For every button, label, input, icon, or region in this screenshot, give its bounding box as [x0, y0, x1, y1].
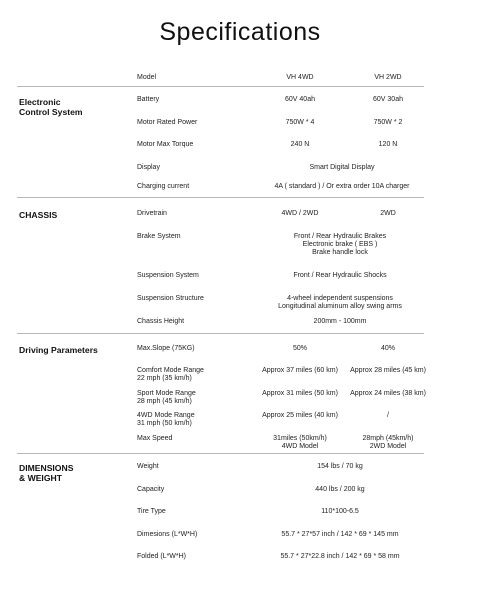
- battery-label: Battery: [137, 96, 160, 103]
- sport-mode-label: Sport Mode Range: [137, 390, 196, 397]
- max-slope-4wd-value: 50%: [292, 345, 308, 352]
- motor-torque-4wd-value: 240 N: [290, 141, 310, 148]
- sport-mode-speed: 28 mph (45 km/h): [137, 398, 192, 405]
- dimensions-label: Dimesions (L*W*H): [137, 531, 198, 538]
- section-dimensions-weight: DIMENSIONS & WEIGHT: [19, 463, 74, 483]
- capacity-label: Capacity: [137, 486, 165, 493]
- divider: [17, 453, 424, 454]
- model-header-label: Model: [137, 74, 157, 81]
- chassis-height-value: 200mm - 100mm: [313, 318, 367, 325]
- motor-power-label: Motor Rated Power: [137, 119, 198, 126]
- model-header-vh-2wd: VH 2WD: [374, 74, 402, 81]
- display-value: Smart Digital Display: [309, 164, 375, 171]
- max-speed-2wd-model: 2WD Model: [369, 443, 407, 450]
- brake-value-line2: Electronic brake ( EBS ): [302, 241, 378, 248]
- tire-type-value: 110*100-6.5: [321, 508, 359, 515]
- drivetrain-4wd-value: 4WD / 2WD: [281, 210, 319, 217]
- suspension-structure-line2: Longitudinal aluminum alloy swing arms: [278, 303, 402, 310]
- brake-value-line1: Front / Rear Hydraulic Brakes: [293, 233, 387, 240]
- section-driving-parameters: Driving Parameters: [19, 345, 98, 355]
- tire-type-label: Tire Type: [137, 508, 166, 515]
- battery-2wd-value: 60V 30ah: [373, 96, 403, 103]
- display-label: Display: [137, 164, 160, 171]
- motor-power-4wd-value: 750W * 4: [285, 119, 315, 126]
- 4wd-mode-label: 4WD Mode Range: [137, 412, 195, 419]
- model-header-vh-4wd: VH 4WD: [286, 74, 314, 81]
- max-speed-4wd-model: 4WD Model: [281, 443, 319, 450]
- 4wd-mode-2wd-value: /: [387, 412, 389, 419]
- weight-value: 154 lbs / 70 kg: [317, 463, 363, 470]
- brake-value-line3: Brake handle lock: [312, 249, 368, 256]
- capacity-value: 440 lbs / 200 kg: [315, 486, 365, 493]
- comfort-mode-2wd-value: Approx 28 miles (45 km): [350, 367, 426, 374]
- max-speed-4wd-value: 31miles (50km/h): [273, 435, 327, 442]
- folded-label: Folded (L*W*H): [137, 553, 187, 560]
- divider: [17, 86, 424, 87]
- motor-torque-label: Motor Max Torque: [137, 141, 194, 148]
- folded-value: 55.7 * 27*22.8 inch / 142 * 69 * 58 mm: [280, 553, 400, 560]
- dimensions-value: 55.7 * 27*57 inch / 142 * 69 * 145 mm: [281, 531, 399, 538]
- max-slope-2wd-value: 40%: [380, 345, 396, 352]
- max-speed-2wd-value: 28mph (45km/h): [362, 435, 414, 442]
- 4wd-mode-speed: 31 mph (50 km/h): [137, 420, 192, 427]
- max-speed-label: Max Speed: [137, 435, 173, 442]
- section-chassis: CHASSIS: [19, 210, 58, 220]
- divider: [17, 333, 424, 334]
- suspension-structure-line1: 4-wheel independent suspensions: [287, 295, 393, 302]
- motor-torque-2wd-value: 120 N: [378, 141, 398, 148]
- divider: [17, 197, 424, 198]
- comfort-mode-label: Comfort Mode Range: [137, 367, 204, 374]
- drivetrain-2wd-value: 2WD: [380, 210, 396, 217]
- suspension-system-value: Front / Rear Hydraulic Shocks: [293, 272, 387, 279]
- drivetrain-label: Drivetrain: [137, 210, 167, 217]
- section-electronic-control-system: Electronic Control System: [19, 97, 83, 117]
- sport-mode-4wd-value: Approx 31 miles (50 km): [262, 390, 338, 397]
- page-title: Specifications: [159, 18, 321, 46]
- motor-power-2wd-value: 750W * 2: [373, 119, 403, 126]
- suspension-system-label: Suspension System: [137, 272, 199, 279]
- 4wd-mode-4wd-value: Approx 25 miles (40 km): [262, 412, 338, 419]
- comfort-mode-speed: 22 mph (35 km/h): [137, 375, 192, 382]
- comfort-mode-4wd-value: Approx 37 miles (60 km): [262, 367, 338, 374]
- battery-4wd-value: 60V 40ah: [285, 96, 315, 103]
- weight-label: Weight: [137, 463, 159, 470]
- charging-value: 4A ( standard ) / Or extra order 10A charger: [274, 183, 410, 190]
- max-slope-label: Max.Slope (75KG): [137, 345, 195, 352]
- sport-mode-2wd-value: Approx 24 miles (38 km): [350, 390, 426, 397]
- charging-label: Charging current: [137, 183, 190, 190]
- chassis-height-label: Chassis Height: [137, 318, 185, 325]
- suspension-structure-label: Suspension Structure: [137, 295, 204, 302]
- brake-system-label: Brake System: [137, 233, 181, 240]
